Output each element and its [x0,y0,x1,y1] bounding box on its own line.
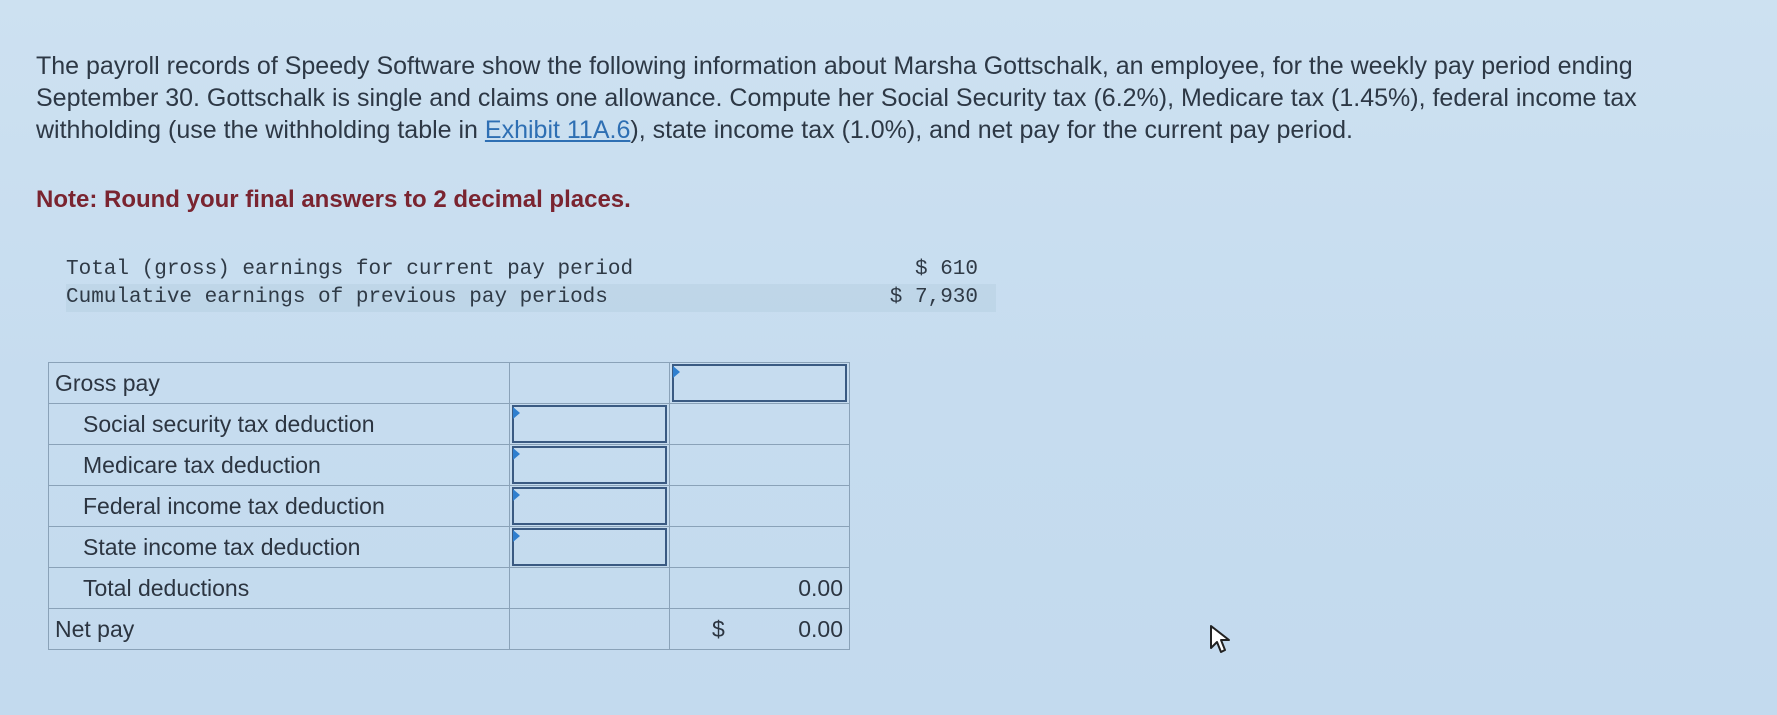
gross-pay-input[interactable] [672,364,847,402]
table-row-federal [49,486,850,527]
medicare-cell [510,445,670,486]
given-row-cumulative [66,284,996,312]
row-label: Net pay [49,609,510,650]
table-row-total-deductions [49,568,850,609]
row-label: Federal income tax deduction [49,486,510,527]
social-security-input[interactable] [512,405,667,443]
empty-cell [670,445,850,486]
row-label: Total deductions [49,568,510,609]
given-label: Total (gross) earnings for current pay period [66,258,634,281]
table-row-net-pay [49,609,850,650]
gross-pay-cell [670,363,850,404]
table-row-gross-pay [49,363,850,404]
empty-cell [510,609,670,650]
given-label: Cumulative earnings of previous pay periods [66,286,608,309]
empty-cell [510,568,670,609]
rounding-note: Note: Round your final answers to 2 decimal places. [36,186,631,213]
given-data [66,256,996,312]
social-security-cell [510,404,670,445]
row-label: State income tax deduction [49,527,510,568]
given-value: $ 7,930 [889,286,978,309]
payroll-table [48,362,850,650]
empty-cell [670,404,850,445]
given-value: $ 610 [914,258,978,281]
exhibit-link[interactable]: Exhibit 11A.6 [484,116,631,144]
table-row-state [49,527,850,568]
federal-cell [510,486,670,527]
net-pay-value: 0.00 [798,615,843,642]
total-deductions-value: 0.00 [670,568,850,609]
empty-cell [510,363,670,404]
mouse-pointer-icon [1208,624,1234,656]
row-label: Medicare tax deduction [49,445,510,486]
empty-cell [670,486,850,527]
given-row-gross [66,256,996,284]
net-pay-cell [670,609,850,650]
question-text [36,50,1746,146]
table-row-medicare [49,445,850,486]
question-body-end: ), state income tax (1.0%), and net pay for the current pay period. [630,116,1353,144]
empty-cell [670,527,850,568]
dollar-sign: $ [712,615,725,642]
state-income-tax-input[interactable] [512,528,667,566]
medicare-input[interactable] [512,446,667,484]
question-body: The payroll records of Speedy Software show the following information about Marsha Gottschalk, an employee, for the weekly pay period ending September 30. Gottschalk is single and claims one allowance. Compute her Social Security tax (6.2%), Medicare tax (1.45%), federal income tax withholding (use the withholding table in [36,52,1637,144]
net-pay-value-wrap [676,616,843,643]
state-cell [510,527,670,568]
federal-income-tax-input[interactable] [512,487,667,525]
table-row-social-security [49,404,850,445]
row-label: Gross pay [49,363,510,404]
row-label: Social security tax deduction [49,404,510,445]
